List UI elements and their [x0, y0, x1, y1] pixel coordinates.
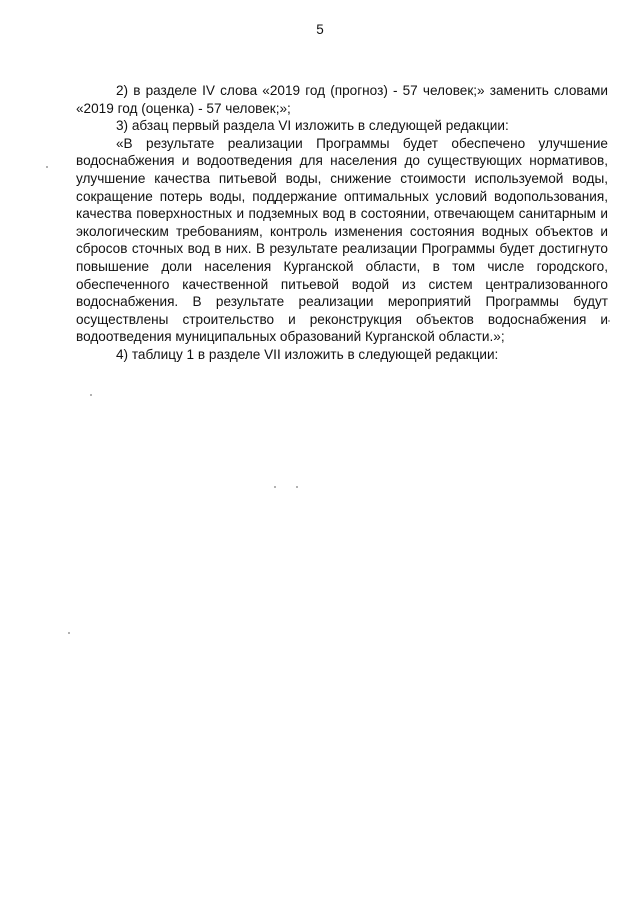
scan-speck [90, 394, 92, 396]
scan-speck [68, 632, 70, 634]
document-body [76, 82, 608, 364]
paragraph-table-1-intro: 4) таблицу 1 в разделе VII изложить в следующей редакции: [116, 346, 499, 362]
paragraph-section-vi-quote: «В результате реализации Программы будет обеспечено улучшение водоснабжения и водоотведения для населения до существующих нормативов, улучшение качества питьевой воды, снижение стоимости используемой воды, сокращение потерь воды, поддержание оптимальных условий водопользования, качества поверхностных и подземных вод в состоянии, отвечающем санитарным и экологическим требованиям, контроль изменения состояния водных объектов и сбросов сточных вод в них. В результате реализации Программы будет достигнуто повышение доли населения Курганской области, в том числе городского, обеспеченного качественной питьевой водой из систем централизованного водоснабжения. В результате реализации мероприятий Программы будут осуществлены строительство и реконструкция объектов водоснабжения и водоотведения муниципальных образований Курганской области.»; [76, 135, 608, 345]
scan-speck [608, 320, 610, 322]
scan-speck [46, 166, 48, 168]
scan-speck [274, 486, 276, 488]
scan-speck [296, 486, 298, 488]
page-number: 5 [316, 22, 324, 37]
paragraph-section-iv-amendment: 2) в разделе IV слова «2019 год (прогноз) - 57 человек;» заменить словами «2019 год (оценка) - 57 человек;»; [76, 83, 608, 116]
paragraph-section-vi-intro: 3) абзац первый раздела VI изложить в следующей редакции: [116, 118, 509, 134]
